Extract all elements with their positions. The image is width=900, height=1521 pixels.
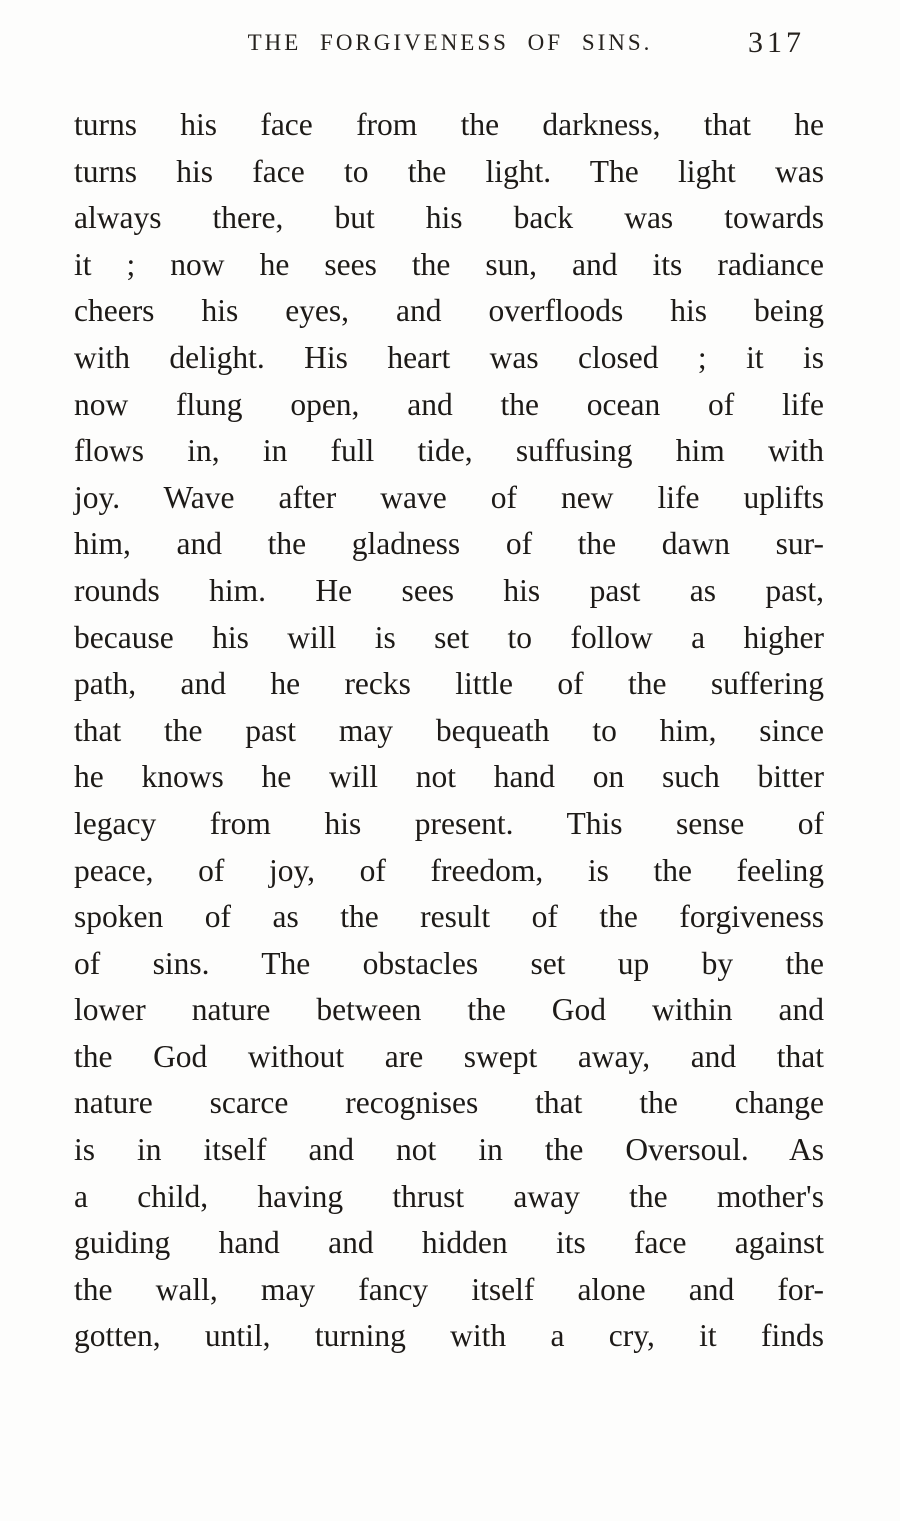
text-line: a child, having thrust away the mother's: [74, 1178, 824, 1214]
text-line: peace, of joy, of freedom, is the feeling: [74, 852, 824, 888]
text-line: of sins. The obstacles set up by the: [74, 945, 824, 981]
text-line: it ; now he sees the sun, and its radiance: [74, 246, 824, 282]
text-line: guiding hand and hidden its face against: [74, 1225, 824, 1261]
text-line: now flung open, and the ocean of life: [74, 386, 824, 422]
text-line: joy. Wave after wave of new life uplifts: [74, 479, 824, 515]
text-line: because his will is set to follow a higher: [74, 619, 824, 655]
text-line: the wall, may fancy itself alone and for-: [74, 1271, 824, 1307]
running-header-title: THE FORGIVENESS OF SINS.: [247, 30, 653, 55]
text-line: lower nature between the God within and: [74, 992, 824, 1028]
text-line: turns his face to the light. The light was: [74, 153, 824, 189]
text-line: turns his face from the darkness, that he: [74, 107, 824, 142]
text-line: flows in, in full tide, suffusing him with: [74, 433, 824, 469]
text-line: the God without are swept away, and that: [74, 1038, 824, 1074]
text-line: he knows he will not hand on such bitter: [74, 759, 824, 795]
text-line: gotten, until, turning with a cry, it finds: [74, 1318, 824, 1354]
text-line: path, and he recks little of the suffering: [74, 666, 824, 702]
page-header: [0, 0, 900, 72]
text-line: cheers his eyes, and overfloods his being: [74, 293, 824, 329]
text-line: spoken of as the result of the forgiveness: [74, 899, 824, 935]
text-line: legacy from his present. This sense of: [74, 805, 824, 841]
text-line: always there, but his back was towards: [74, 200, 824, 236]
text-line: nature scarce recognises that the change: [74, 1085, 824, 1121]
text-line: rounds him. He sees his past as past,: [74, 572, 824, 608]
text-line: with delight. His heart was closed ; it is: [74, 339, 824, 375]
text-line: is in itself and not in the Oversoul. As: [74, 1132, 824, 1168]
page-number: 317: [748, 26, 805, 59]
text-line: him, and the gladness of the dawn sur-: [74, 526, 824, 562]
text-line: that the past may bequeath to him, since: [74, 712, 824, 748]
body-text: [74, 102, 824, 1360]
